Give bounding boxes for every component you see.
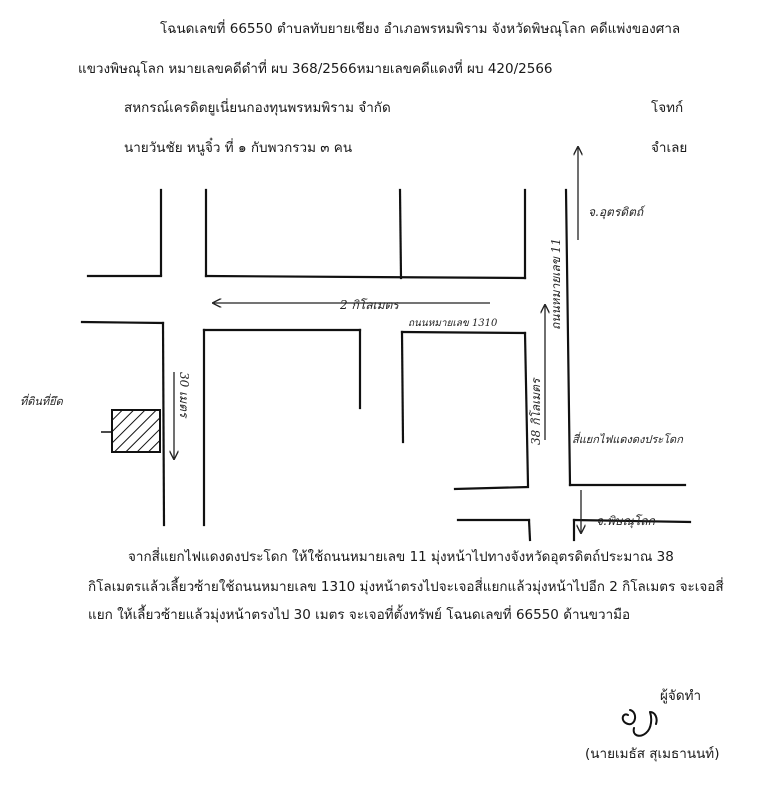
property-label: ที่ดินที่ยึด: [20, 395, 63, 408]
road-1310-label: ถนนหมายเลข 1310: [408, 318, 498, 329]
defendant-role: จำเลย: [651, 140, 688, 156]
header-line-2: แขวงพิษณุโลก หมายเลขคดีดำที่ ผบ 368/2566หมายเลขคดีแดงที่ ผบ 420/2566: [78, 61, 553, 77]
property-parcel: [112, 410, 160, 452]
highway-11-label: ถนนหมายเลข 11: [549, 237, 563, 330]
directions-line-1: จากสี่แยกไฟแดงดงประโดก ให้ใช้ถนนหมายเลข 11 มุ่งหน้าไปทางจังหวัดอุตรดิตถ์ประมาณ 38: [128, 549, 674, 565]
header-line-1: โฉนดเลขที่ 66550 ตำบลทับยายเชียง อำเภอพรหมพิราม จังหวัดพิษณุโลก คดีแพ่งของศาล: [160, 21, 681, 37]
phitsanulok-label: จ.พิษณุโลก: [596, 514, 655, 528]
signature-scribble: [623, 710, 657, 736]
plaintiff-role: โจทก์: [651, 100, 684, 116]
highway-11-west-edge-top: [525, 333, 528, 485]
distance-38km-label: 38 กิโลเมตร: [529, 378, 543, 445]
left-road-west-edge-bottom: [163, 323, 164, 525]
cross-road-north-west: [455, 487, 528, 489]
distance-2km-label: 2 กิโลเมตร: [340, 298, 399, 312]
road-1310-south-edge-east: [402, 332, 525, 333]
top-stub-road-west: [400, 190, 401, 278]
highway-11-west-edge-bottom: [529, 520, 530, 540]
directions-line-3: แยก ให้เลี้ยวซ้ายแล้วมุ่งหน้าตรงไป 30 เมตร จะเจอที่ตั้งทรัพย์ โฉนดเลขที่ 66550 ด้านขวามือ: [88, 607, 631, 623]
road-1310-south-edge-west: [82, 322, 163, 323]
road-1310-north-edge-east: [206, 276, 525, 278]
signature-name: (นายเมธัส สุเมธานนท์): [585, 746, 720, 762]
signature-title: ผู้จัดทำ: [660, 688, 702, 704]
directions-line-2: กิโลเมตรแล้วเลี้ยวซ้ายใช้ถนนหมายเลข 1310 มุ่งหน้าตรงไปจะเจอสี่แยกแล้วมุ่งหน้าไปอีก 2 กิโลเมตร จะเจอสี่: [88, 579, 724, 595]
middle-stub-road-east: [402, 332, 403, 442]
distance-30m-label: 30 เมตร: [177, 372, 191, 418]
highway-11-east-edge-top: [566, 190, 570, 485]
defendant-name: นายวันชัย หนูจิ๋ว ที่ ๑ กับพวกรวม ๓ คน: [124, 140, 353, 156]
uttaradit-label: จ.อุตรดิตถ์: [588, 205, 644, 219]
intersection-label: สี่แยกไฟแดงดงประโดก: [572, 433, 683, 446]
plaintiff-name: สหกรณ์เครดิตยูเนี่ยนกองทุนพรหมพิราม จำกัด: [124, 100, 391, 116]
